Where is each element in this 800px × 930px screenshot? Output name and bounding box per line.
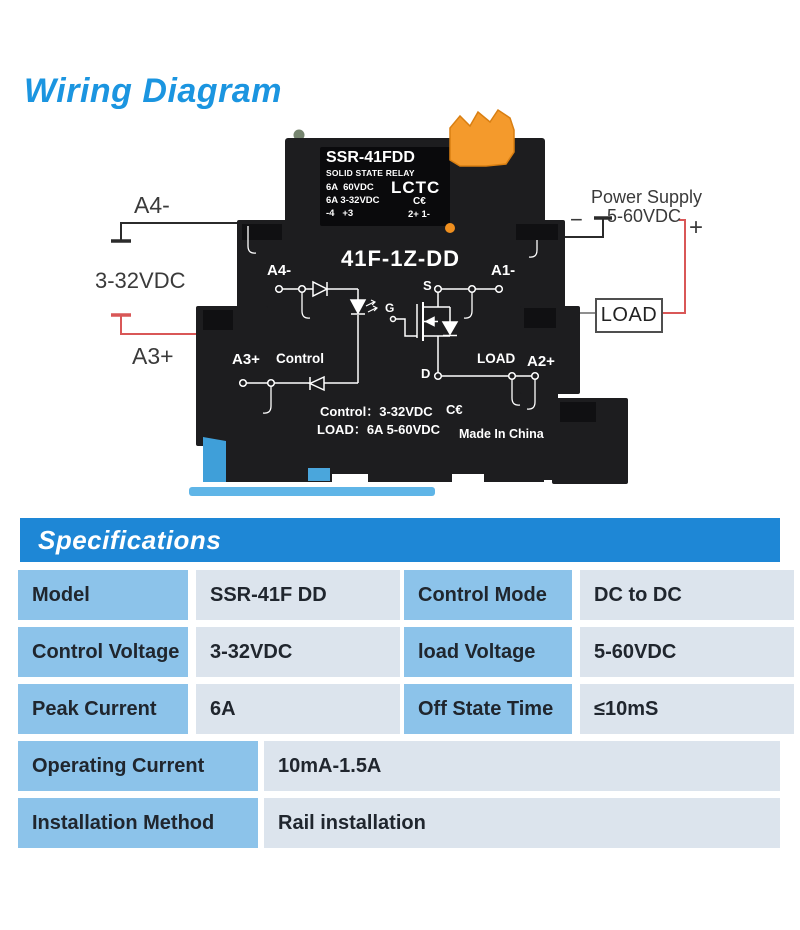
module-ce-mark: C€: [413, 196, 426, 207]
terminal-a4: A4-: [267, 262, 292, 279]
spec-label-model: Model: [18, 570, 188, 620]
label-plus: +: [689, 214, 704, 241]
terminal-a1: A1-: [491, 262, 516, 279]
spec-label-peak-current: Peak Current: [18, 684, 188, 734]
terminal-d: D: [421, 366, 431, 381]
footer-origin: Made In China: [459, 427, 544, 441]
module-brand: LCTC: [391, 178, 441, 197]
spec-value-control-voltage: 3-32VDC: [196, 627, 400, 677]
module-rating1: 6A 60VDC: [326, 182, 374, 193]
base-model: 41F-1Z-DD: [341, 246, 461, 271]
footer-control-rating: Control：3-32VDC: [320, 404, 433, 419]
module-pins-bottom: -4 +3: [326, 208, 354, 219]
spec-label-off-state-time: Off State Time: [404, 684, 572, 734]
spec-label-installation-method: Installation Method: [18, 798, 258, 848]
load-box: [595, 298, 663, 333]
specifications-heading: Specifications: [38, 524, 222, 555]
spec-value-off-state-time: ≤10mS: [580, 684, 794, 734]
spec-label-load-voltage: load Voltage: [404, 627, 572, 677]
label-power-supply: Power Supply: [591, 187, 703, 207]
blue-rail-bar: [189, 487, 435, 496]
label-a3-external: A3+: [132, 343, 174, 369]
terminal-g: G: [385, 301, 395, 315]
spec-value-load-voltage: 5-60VDC: [580, 627, 794, 677]
label-control-voltage: 3-32VDC: [95, 268, 186, 293]
footer-ce-mark: C€: [446, 402, 463, 417]
blue-clip-detail: [308, 468, 330, 481]
module-pins-right: 2+ 1-: [408, 209, 430, 220]
spec-label-control-mode: Control Mode: [404, 570, 572, 620]
relay-base: [214, 440, 544, 482]
section-load: LOAD: [477, 351, 516, 366]
spec-value-installation-method: Rail installation: [264, 798, 780, 848]
label-ps-voltage: 5-60VDC: [607, 206, 682, 226]
spec-value-control-mode: DC to DC: [580, 570, 794, 620]
wire-power-positive: [662, 220, 685, 313]
orange-retainer-clip: [450, 110, 514, 166]
module-type: SOLID STATE RELAY: [326, 168, 415, 178]
module-model: SSR-41FDD: [326, 149, 415, 166]
spec-value-operating-current: 10mA-1.5A: [264, 741, 780, 791]
spec-label-operating-current: Operating Current: [18, 741, 258, 791]
section-control: Control: [276, 351, 324, 366]
terminal-s: S: [423, 278, 432, 293]
label-a4-external: A4-: [134, 192, 170, 218]
orange-indicator-dot: [445, 223, 455, 233]
specifications-header: [20, 518, 780, 562]
module-rating2: 6A 3-32VDC: [326, 195, 380, 206]
spec-value-model: SSR-41F DD: [196, 570, 400, 620]
blue-rail-clip: [203, 437, 226, 482]
footer-load-rating: LOAD：6A 5-60VDC: [317, 422, 441, 437]
spec-value-peak-current: 6A: [196, 684, 400, 734]
terminal-a2: A2+: [527, 353, 555, 370]
wire-control-positive: [121, 316, 197, 334]
spec-label-control-voltage: Control Voltage: [18, 627, 188, 677]
load-box-label: LOAD: [600, 304, 658, 326]
label-minus: −: [570, 207, 583, 232]
terminal-a3: A3+: [232, 351, 260, 368]
page-title: Wiring Diagram: [24, 72, 282, 110]
